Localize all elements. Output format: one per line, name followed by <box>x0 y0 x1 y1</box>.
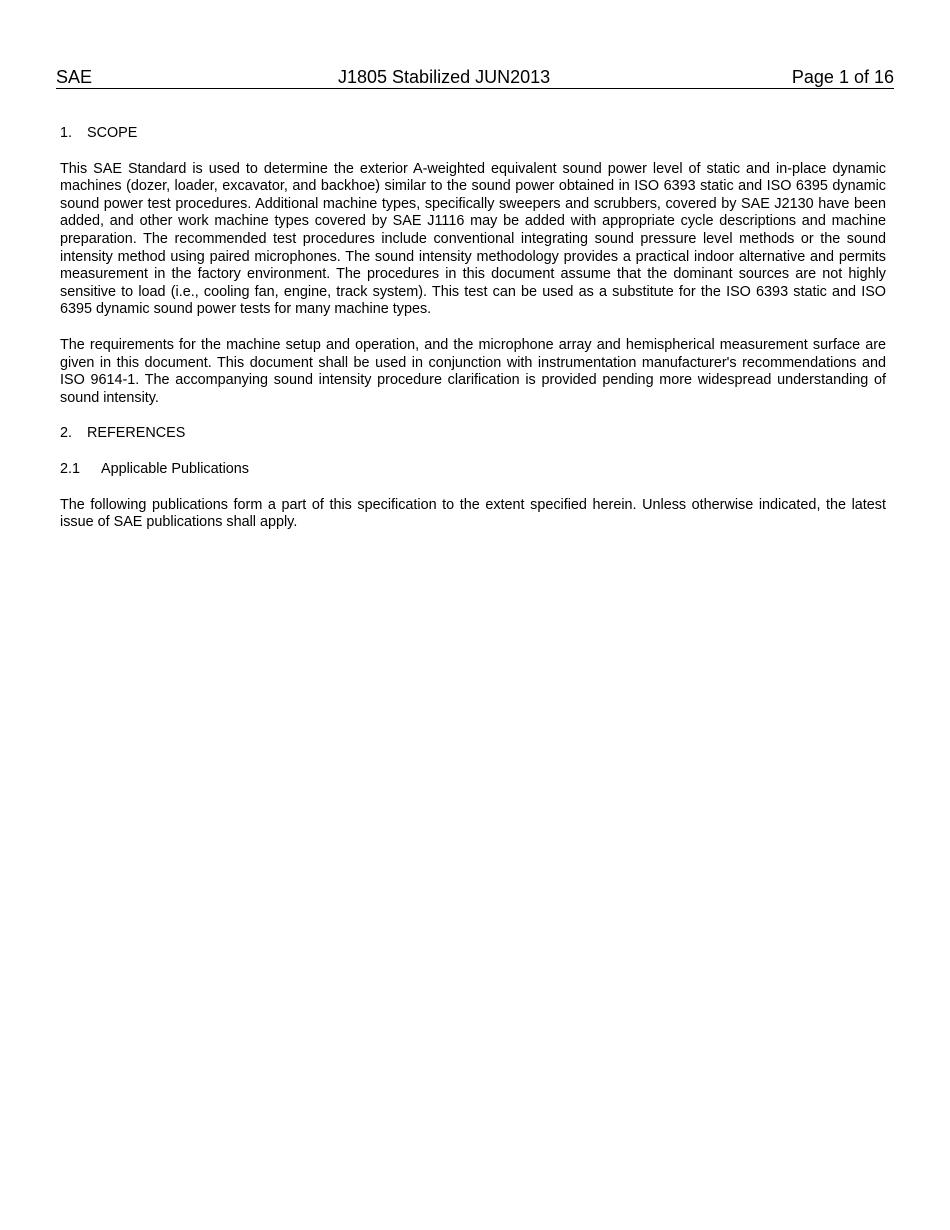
header-document-id: J1805 Stabilized JUN2013 <box>338 67 551 87</box>
header-page-number: Page 1 of 16 <box>791 67 894 87</box>
section-number: 2. <box>60 425 73 442</box>
document-body <box>60 125 886 550</box>
section-heading-scope <box>60 125 886 143</box>
section-title: SCOPE <box>87 125 138 141</box>
page-header <box>56 66 894 89</box>
header-organization: SAE <box>56 67 93 87</box>
section-heading-references <box>60 425 886 443</box>
subsection-number: 2.1 <box>60 460 81 477</box>
scope-paragraph-1: This SAE Standard is used to determine the exterior A-weighted equivalent sound power level of static and in-place dynamic machines (dozer, loader, excavator, and backhoe) similar to the sound power obtained in ISO 6393 static and ISO 6395 dynamic sound power test procedures. Additional machine types, specifically sweepers and scrubbers, covered by SAE J2130 have been added, and other work machine types covered by SAE J1116 may be added with appropriate cycle descriptions and machine preparation. The recommended test procedures include conventional integrating sound pressure level methods or the sound intensity method using paired microphones. The sound intensity methodology provides a practical indoor alternative and permits measurement in the factory environment. The procedures in this document assume that the dominant sources are not highly sensitive to load (i.e., cooling fan, engine, track system). This test can be used as a substitute for the ISO 6393 static and ISO 6395 dynamic sound power tests for many machine types. <box>60 160 886 318</box>
references-paragraph: The following publications form a part of this specification to the extent specified herein. Unless otherwise indicated, the latest issue of SAE publications shall apply. <box>60 496 886 531</box>
subsection-title: Applicable Publications <box>101 460 249 477</box>
section-number: 1. <box>60 125 73 141</box>
subsection-heading-applicable-publications <box>60 461 886 479</box>
section-title: REFERENCES <box>87 425 186 442</box>
scope-paragraph-2: The requirements for the machine setup and operation, and the microphone array and hemispherical measurement surface are given in this document. This document shall be used in conjunction with instrumentation manufacturer's recommendations and ISO 9614-1. The accompanying sound intensity procedure clarification is provided pending more widespread understanding of sound intensity. <box>60 336 886 406</box>
